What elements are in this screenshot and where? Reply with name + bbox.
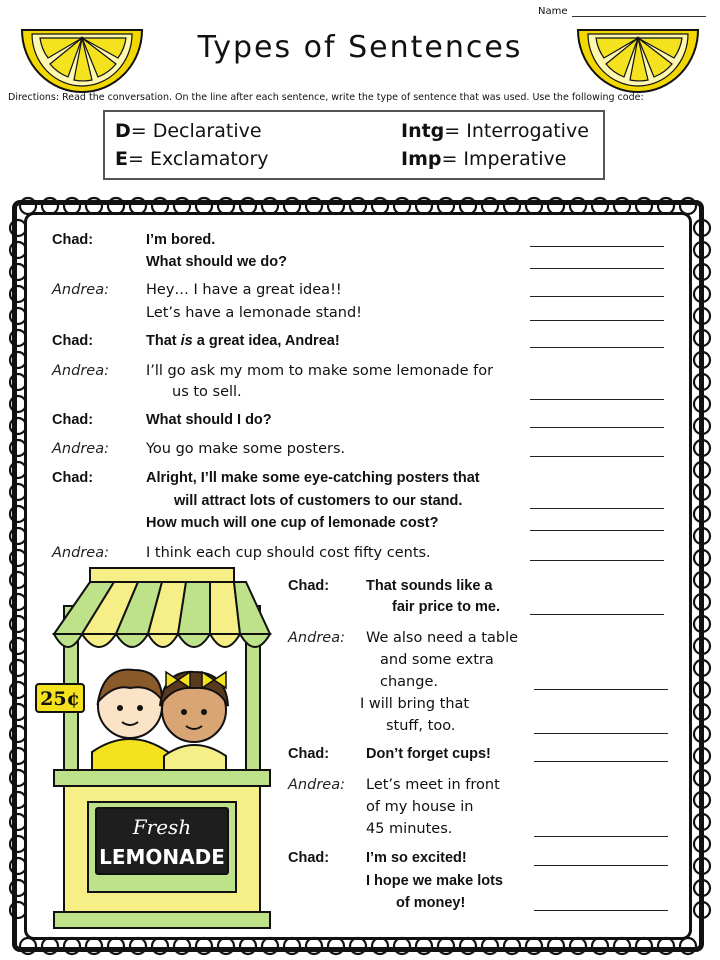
border-loop [570,198,586,214]
border-loop [130,198,146,214]
speaker-chad: Chad: [288,746,330,762]
border-loop [694,220,710,236]
sentence-18-cont: of money! [396,895,466,911]
name-blank[interactable] [572,6,706,17]
sentence-1: I’m bored. [146,232,216,248]
sentence-2: What should we do? [146,254,287,270]
border-loop [10,440,26,456]
border-loop [694,572,710,588]
answer-line-8[interactable] [530,456,664,457]
border-loop [328,198,344,214]
border-loop [694,528,710,544]
border-loop [42,198,58,214]
answer-line-12[interactable] [530,614,664,615]
key-interrogative: Intg= Interrogative [401,120,589,142]
sentence-15: Don’t forget cups! [366,746,491,762]
sentence-9: Alright, I’ll make some eye-catching posters that [146,470,480,486]
border-loop [694,418,710,434]
border-loop [10,660,26,676]
border-loop [64,198,80,214]
border-loop [130,938,146,954]
key-declarative: D= Declarative [115,120,262,142]
border-loop [416,198,432,214]
border-loop [10,726,26,742]
border-loop [10,506,26,522]
page-title: Types of Sentences [197,30,523,65]
border-loop [694,792,710,808]
border-loop [10,594,26,610]
speaker-chad: Chad: [52,232,94,248]
border-loop [694,880,710,896]
speaker-chad: Chad: [288,850,330,866]
name-field[interactable] [538,6,706,17]
border-loop [350,198,366,214]
answer-line-2[interactable] [530,268,664,269]
speaker-andrea: Andrea: [52,545,109,561]
border-loop [482,198,498,214]
border-loop [694,638,710,654]
answer-line-1[interactable] [530,246,664,247]
speaker-andrea: Andrea: [288,630,345,646]
border-loop [10,484,26,500]
border-loop [262,198,278,214]
border-loop [694,902,710,918]
answer-line-11[interactable] [530,560,664,561]
border-loop [10,770,26,786]
answer-line-13[interactable] [534,689,668,690]
border-loop [694,858,710,874]
border-loop [694,308,710,324]
border-loop [570,938,586,954]
speaker-andrea: Andrea: [52,363,109,379]
border-loop [10,220,26,236]
border-loop [10,792,26,808]
sentence-3: Hey… I have a great idea!! [146,282,342,298]
sentence-6: I’ll go ask my mom to make some lemonade for [146,363,494,379]
border-loop [694,330,710,346]
sentence-12-cont: fair price to me. [392,599,500,615]
sentence-14: I will bring that [360,696,470,712]
border-loop [548,938,564,954]
border-loop [694,814,710,830]
sentence-12: That sounds like a [366,578,493,594]
border-loop [460,198,476,214]
sentence-14-cont: stuff, too. [386,718,456,734]
border-loop [196,198,212,214]
border-loop [694,462,710,478]
border-loop [10,550,26,566]
sentence-5: That is a great idea, Andrea! [146,333,340,349]
border-loop [694,726,710,742]
sentence-9-cont: will attract lots of customers to our stand. [174,493,463,509]
border-loop [694,770,710,786]
sentence-7: What should I do? [146,412,272,428]
border-loop [614,938,630,954]
border-loop [284,198,300,214]
border-loop [42,938,58,954]
border-loop [20,938,36,954]
border-loop [438,938,454,954]
border-loop [10,704,26,720]
border-loop [10,396,26,412]
sentence-13: We also need a table [366,630,519,646]
sentence-16-cont: of my house in [366,799,474,815]
border-loop [10,330,26,346]
directions-text: Directions: Read the conversation. On the line after each sentence, write the type of sentence that was used. Use the following code: [8,92,644,103]
border-loop [694,242,710,258]
answer-line-7[interactable] [530,427,664,428]
border-loop [416,938,432,954]
border-loop [694,352,710,368]
answer-line-9[interactable] [530,508,664,509]
answer-line-16[interactable] [534,836,668,837]
border-loop [394,198,410,214]
border-loop [10,814,26,830]
border-loop [694,682,710,698]
sentence-17: I’m so excited! [366,850,467,866]
answer-line-18[interactable] [534,910,668,911]
border-loop [680,198,696,214]
answer-line-5[interactable] [530,347,664,348]
sentence-6-cont: us to sell. [172,384,242,400]
border-loop [218,198,234,214]
border-loop [394,938,410,954]
border-loop [10,572,26,588]
speaker-andrea: Andrea: [52,441,109,457]
border-loop [10,286,26,302]
border-loop [306,938,322,954]
border-loop [504,198,520,214]
lemonade-stand-illustration [34,566,278,936]
border-loop [592,938,608,954]
border-loop [218,938,234,954]
border-loop [10,748,26,764]
sentence-8: You go make some posters. [146,441,346,457]
border-loop [240,198,256,214]
border-loop [694,286,710,302]
border-loop [694,374,710,390]
border-loop [86,198,102,214]
key-exclamatory: E= Exclamatory [115,148,269,170]
border-loop [108,938,124,954]
sentence-18: I hope we make lots [366,873,503,889]
border-loop [152,198,168,214]
speaker-chad: Chad: [288,578,330,594]
border-loop [694,264,710,280]
border-loop [694,396,710,412]
border-loop [694,748,710,764]
border-loop [10,638,26,654]
border-loop [694,616,710,632]
border-loop [10,462,26,478]
border-loop [460,938,476,954]
border-loop [284,938,300,954]
border-loop [592,198,608,214]
border-loop [526,198,542,214]
border-loop [694,660,710,676]
answer-line-10[interactable] [530,530,664,531]
border-loop [10,264,26,280]
answer-line-17[interactable] [534,865,668,866]
border-loop [10,616,26,632]
border-loop [438,198,454,214]
border-loop [548,198,564,214]
border-loop [174,938,190,954]
speaker-chad: Chad: [52,470,94,486]
border-loop [680,938,696,954]
border-loop [196,938,212,954]
border-loop [262,938,278,954]
border-loop [10,308,26,324]
border-loop [526,938,542,954]
sign-line-2: LEMONADE [99,845,225,869]
border-loop [694,704,710,720]
border-loop [10,880,26,896]
answer-line-14[interactable] [534,733,668,734]
sentence-4: Let’s have a lemonade stand! [146,305,362,321]
border-loop [694,836,710,852]
sentence-13-cont2: change. [380,674,438,690]
speaker-andrea: Andrea: [288,777,345,793]
sentence-11: I think each cup should cost fifty cents. [146,545,431,561]
border-loop [694,440,710,456]
border-loop [10,352,26,368]
key-imperative: Imp= Imperative [401,148,567,170]
border-loop [694,594,710,610]
border-loop [694,506,710,522]
border-loop [658,198,674,214]
answer-line-6[interactable] [530,399,664,400]
border-loop [10,374,26,390]
border-loop [10,528,26,544]
border-loop [306,198,322,214]
border-loop [372,938,388,954]
speaker-chad: Chad: [52,333,94,349]
border-loop [614,198,630,214]
border-loop [658,938,674,954]
price-tag: 25¢ [40,688,80,710]
name-label: Name [538,6,568,17]
border-loop [10,242,26,258]
border-loop [636,198,652,214]
sentence-13-cont: and some extra [380,652,494,668]
border-loop [636,938,652,954]
border-loop [240,938,256,954]
speaker-andrea: Andrea: [52,282,109,298]
border-loop [10,418,26,434]
speaker-chad: Chad: [52,412,94,428]
border-loop [694,550,710,566]
border-loop [350,938,366,954]
border-loop [64,938,80,954]
sentence-16: Let’s meet in front [366,777,500,793]
border-loop [504,938,520,954]
border-loop [10,858,26,874]
border-loop [10,902,26,918]
border-loop [10,682,26,698]
border-loop [10,836,26,852]
answer-line-3[interactable] [530,296,664,297]
border-loop [152,938,168,954]
sign-line-1: Fresh [132,815,192,839]
answer-line-4[interactable] [530,320,664,321]
border-loop [20,198,36,214]
border-loop [694,484,710,500]
code-key-box [103,110,605,180]
sentence-16-cont2: 45 minutes. [366,821,453,837]
sentence-10: How much will one cup of lemonade cost? [146,515,439,531]
border-loop [328,938,344,954]
answer-line-15[interactable] [534,761,668,762]
border-loop [372,198,388,214]
border-loop [86,938,102,954]
border-loop [174,198,190,214]
border-loop [482,938,498,954]
border-loop [108,198,124,214]
